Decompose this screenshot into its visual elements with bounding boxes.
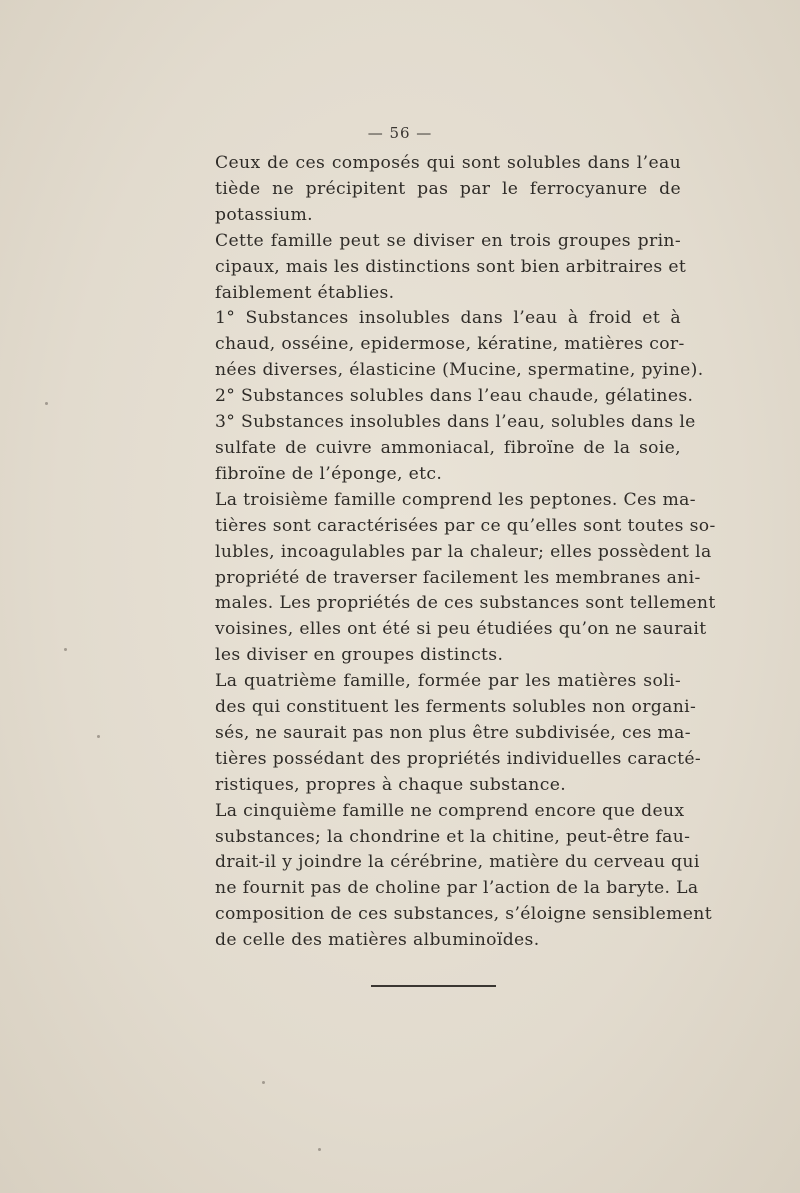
text-line: substances; la chondrine et la chitine, peut-être fau- [215, 826, 691, 847]
text-line: ristiques, propres à chaque substance. [215, 774, 567, 795]
text-line: sulfate de cuivre ammoniacal, fibroïne de la soie, [215, 437, 681, 458]
text-line: La cinquième famille ne comprend encore que deux [215, 800, 685, 821]
text-line: des qui constituent les ferments solubles non organi- [215, 697, 697, 718]
text-line: Cette famille peut se diviser en trois groupes prin- [215, 230, 681, 251]
text-line: drait-il y joindre la cérébrine, matière du cerveau qui [215, 852, 700, 873]
page-number: — 56 — [367, 124, 433, 142]
text-line: 3° Substances insolubles dans l’eau, solubles dans le [215, 412, 696, 433]
text-line: les diviser en groupes distincts. [215, 645, 504, 666]
paragraph [193, 151, 681, 229]
paper-speck [45, 402, 48, 405]
text-line: nées diverses, élasticine (Mucine, spermatine, pyine). [215, 360, 704, 381]
text-line: propriété de traverser facilement les membranes ani- [215, 567, 701, 588]
paragraph [193, 229, 687, 307]
paragraph [193, 384, 694, 410]
paper-speck [318, 1148, 321, 1151]
text-line: La troisième famille comprend les peptones. Ces ma- [215, 489, 696, 510]
text-line: Ceux de ces composés qui sont solubles dans l’eau [215, 153, 681, 173]
paragraph [193, 410, 696, 488]
paragraph [193, 488, 716, 669]
text-line: composition de ces substances, s’éloigne sensiblement [215, 904, 712, 925]
body-text [193, 151, 716, 954]
text-line: potassium. [215, 204, 313, 225]
text-line: cipaux, mais les distinctions sont bien arbitraires et [215, 256, 687, 277]
text-line: 1° Substances insolubles dans l’eau à froid et à [215, 308, 681, 329]
text-line: tières possédant des propriétés individuelles caracté- [215, 748, 702, 769]
text-line: ne fournit pas de choline par l’action de la baryte. La [215, 878, 699, 899]
text-line: 2° Substances solubles dans l’eau chaude, gélatines. [215, 386, 694, 407]
paper-speck [262, 1081, 265, 1084]
text-line: lubles, incoagulables par la chaleur; elles possèdent la [215, 541, 712, 562]
text-line: voisines, elles ont été si peu étudiées qu’on ne saurait [215, 619, 707, 640]
end-rule-divider [371, 985, 496, 987]
text-line: tières sont caractérisées par ce qu’elles sont toutes so- [215, 515, 716, 536]
paragraph [193, 669, 702, 799]
paper-speck [97, 735, 100, 738]
text-line: tiède ne précipitent pas par le ferrocyanure de [215, 178, 681, 199]
text-line: de celle des matières albuminoïdes. [215, 930, 540, 951]
text-line: fibroïne de l’éponge, etc. [215, 463, 443, 484]
text-line: males. Les propriétés de ces substances sont tellement [215, 593, 716, 614]
text-line: chaud, osséine, epidermose, kératine, matières cor- [215, 334, 685, 355]
paragraph [193, 306, 704, 384]
paper-speck [64, 648, 67, 651]
text-line: La quatrième famille, formée par les matières soli- [215, 671, 681, 692]
paragraph [193, 799, 712, 954]
text-line: sés, ne saurait pas non plus être subdivisée, ces ma- [215, 722, 691, 743]
text-line: faiblement établies. [215, 282, 395, 303]
